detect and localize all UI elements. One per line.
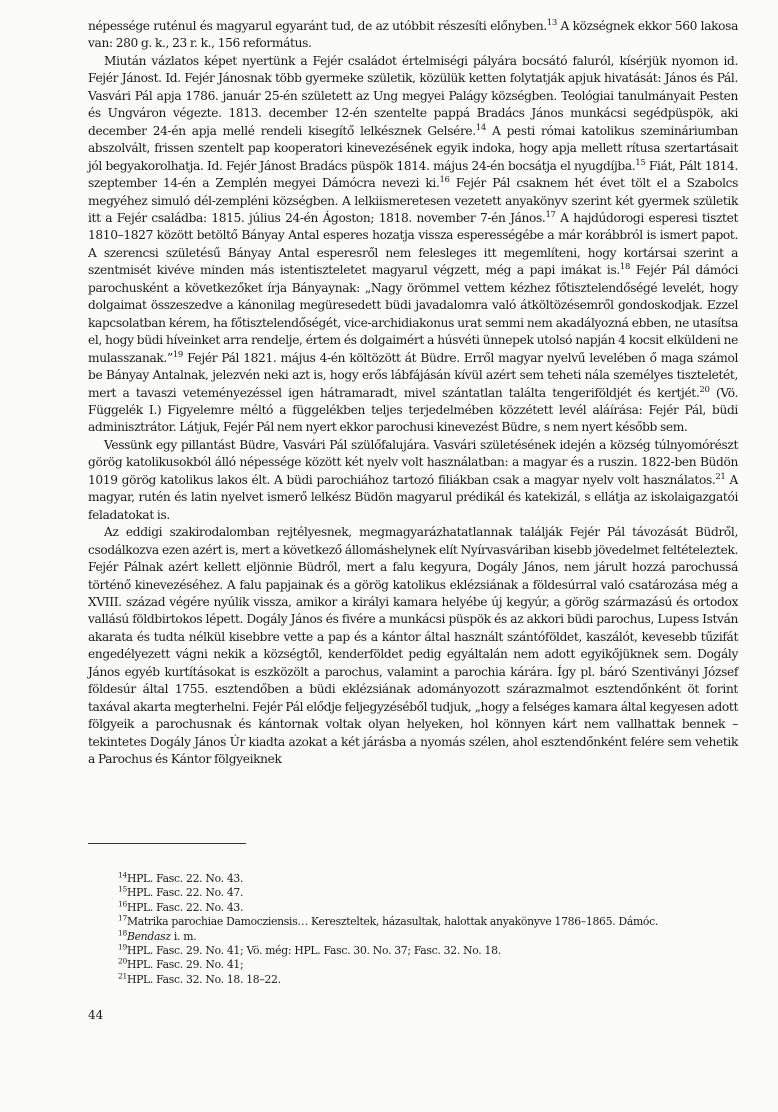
text-run: HPL. Fasc. 32. No. 18. 18–22. <box>126 972 281 986</box>
text-run: (Vö. Függelék I.) Figyelemre méltó a függelékben teljes terjedelmében közzétett levél aláírása: Fejér Pál, büdi adminisztrátor. Látjuk, Fejér Pál nem nyert ekkor parochusi kinevezést Büdre, s nem nyert később sem. <box>88 385 739 435</box>
text-run: Matrika parochiae Damocziensis… Kereszteltek, házasultak, halottak anyakönyve 1786–1865. Dámóc. <box>126 915 658 929</box>
text-run: HPL. Fasc. 29. No. 41; <box>126 958 244 972</box>
footnote-number: 19 <box>118 942 127 952</box>
footnote-reference: 18 <box>619 262 631 273</box>
text-run: Miután vázlatos képet nyertünk a Fejér családot értelmiségi pályára bocsátó faluról, kísérjük nyomon id. Fejér Jánost. Id. Fejér Jánosnak több gyermeke születik, közülük ketten folytatják apjuk hivatását: János és Pál. Vasvári Pál apja 1786. január 25-én született az Ung megyei Palágy községben. Teológiai tanulmányait Pesten és Ungváron végezte. 1813. december 12-én szentelte pappá Bradács János munkácsi segédpüspök, aki december 24-én apja mellé rendeli kisegítő lelkésznek Gelsére. <box>88 53 738 138</box>
footnote-reference: 19 <box>172 349 183 360</box>
footnote-entry <box>118 886 738 900</box>
text-run: Fejér Pál csaknem hét évet tölt el a Szabolcs megyéhez simuló dél-zempléni községben. A lelkiismeretesen vezetett anyakönyv szerint két gyermek születik itt a Fejér családba: 1815. július 24-én Ágoston; 1818. november 7-én János. <box>88 176 739 225</box>
text-run: Fejér Pál dámóci parochusként a következőket írja Bányaynak: „Nagy örömmel vettem kézhez főtisztelendőségé levelét, hogy dolgaimat összeszedve a kánonilag megüresedett büdi javadalomra való átköltözésemről gondoskodjak. Ezzel kapcsolatban kérem, ha főtisztelendőségét, vice-archidiakonus urat semmi nem akadályozná ebben, ne utasítsa el, hogy büdi híveinket arra rendelje, értem és dolgaimért a húsvéti ünnepek utolsó napján 4 kocsit elküldeni ne mulasszanak.” <box>88 263 738 365</box>
paragraph <box>88 524 738 768</box>
text-run: HPL. Fasc. 22. No. 43. <box>126 900 244 914</box>
text-run: Fiát, Pált 1814. szeptember 14-én a Zemplén megyei Dámócra nevezi ki. <box>88 158 738 191</box>
text-run: i. m. <box>170 929 197 943</box>
text-run: népessége ruténul és magyarul egyaránt tud, de az utóbbit részesíti előnyben. <box>88 19 547 33</box>
footnote-number: 20 <box>118 956 127 966</box>
footnote-reference: 15 <box>635 157 646 168</box>
paragraph <box>88 18 738 53</box>
footnote-reference: 13 <box>546 17 557 28</box>
footnote-number: 15 <box>118 884 127 894</box>
footnote-reference: 17 <box>545 209 556 220</box>
footnote-entry <box>118 901 738 915</box>
text-run: HPL. Fasc. 22. No. 47. <box>126 886 244 900</box>
text-run: A községnek ekkor 560 lakosa van: 280 g. k., 23 r. k., 156 református. <box>88 19 738 51</box>
footnote-number: 16 <box>118 899 127 909</box>
footnote-reference: 21 <box>715 471 726 482</box>
footnote-number: 14 <box>118 870 127 880</box>
text-run: A hajdúdorogi esperesi tisztet 1810–1827 között betöltő Bányay Antal esperes hozatja vissza esperességébe a már korábbról is ismert papot. A szerencsi születésű Bányay Antal esperesről nem felesleges itt megemlíteni, hogy kortársai szerint a szentmisét kivéve minden más istentiszteletet magyarul végzett, még a papi imákat is. <box>88 210 738 278</box>
text-run: A pesti római katolikus szemináriumban abszolvált, frissen szentelt pap kooperatori kinevezésének egyik indoka, hogy apja mellett rítusa szertartásait jól begyakorolhatja. Id. Fejér Jánost Bradács püspök 1814. május 24-én bocsátja el nyugdíjba. <box>88 123 738 173</box>
footnote-number: 17 <box>118 913 127 923</box>
footnote-number: 21 <box>118 971 127 981</box>
text-run: Vessünk egy pillantást Büdre, Vasvári Pál szülőfalujára. Vasvári születésének idején a község túlnyomórészt görög katolikusokból álló népessége között két nyelv volt használatban: a magyar és a ruszin. 1822-ben Büdön 1019 görög katolikus lakos élt. A büdi parochiához tartozó filiákban csak a magyar nyelv volt használatos. <box>88 437 738 487</box>
footnote-entry <box>118 915 738 929</box>
text-run: HPL. Fasc. 29. No. 41; Vö. még: HPL. Fasc. 30. No. 37; Fasc. 32. No. 18. <box>126 944 501 958</box>
footnote-reference: 16 <box>439 175 450 186</box>
footnote-entry <box>118 930 738 944</box>
italic-text-run: Bendasz <box>126 929 171 943</box>
footnotes <box>118 872 738 987</box>
text-run: Az eddigi szakirodalomban rejtélyesnek, megmagyarázhatatlannak találják Fejér Pál távozását Büdről, csodálkozva ezen azért is, mert a következő állomáshelynek elít Nyírvasváriban kisebb jövedelmet feltételeztek. Fejér Pálnak azért kellett eljönnie Büdről, mert a falu kegyura, Dogály János, nem járult hozzá parochussá történő kinevezéséhez. A falu papjainak és a görög katolikus eklézsiának a földesúrral való csatározása még a XVIII. század végére nyúlik vissza, amikor a királyi kamara helyébe új kegyúr, a görög származású és ortodox vallású földbirtokos lépett. Dogály János és fivére a munkácsi püspök és az akkori büdi parochus, Lupess István akarata és tudta nélkül kisebbre vette a pap és a kántor által használt szántóföldet, kaszálót, kevesebb tűzifát engedélyezett vágni nekik a községtől, kenderföldet pedig egyáltalán nem adott egyikőjüknek sem. Dogály János egyéb kurtításokat is eszközölt a parochus, valamint a parochia kárára. Így pl. báró Szentiványi József földesúr által 1755. esztendőben a büdi eklézsiának adományozott szárazmalmot esztendőnként öt forint taxával akarta megterhelni. Fejér Pál elődje feljegyzéséből tudjuk, „hogy a felséges kamara által kegyesen adott fölgyeik a parochusnak és kántornak voltak olyan helyeken, hol könnyen kárt nem vallhattak bennek – tekintetes Dogály János Úr kiadta azokat a két járásba a nyomás szélen, ahol esztendőnként felére sem vehetik a Parochus és Kántor fölgyeiknek <box>88 525 738 767</box>
footnote-number: 18 <box>118 928 127 938</box>
footnote-separator <box>88 843 246 844</box>
paragraph <box>88 437 738 524</box>
text-run: HPL. Fasc. 22. No. 43. <box>126 872 244 885</box>
footnote-entry <box>118 872 738 886</box>
footnote-entry <box>118 973 738 987</box>
page-number: 44 <box>88 1008 104 1022</box>
main-text <box>88 18 738 768</box>
footnote-entry <box>118 958 738 972</box>
footnote-reference: 14 <box>475 122 486 133</box>
footnote-entry <box>118 944 738 958</box>
text-run: Fejér Pál 1821. május 4-én költözött át Büdre. Erről magyar nyelvű levelében ő maga számol be Bányay Antalnak, jelezvén neki azt is, hogy erős lábfájásán kívül azért sem teheti nála személyes tiszteletét, mert a tavaszi veteményezéssel igen hátramaradt, mivel szántatlan találta tengeriföldjét és kertjét. <box>88 350 738 400</box>
text-run: A magyar, rutén és latin nyelvet ismerő lelkész Büdön magyarul prédikál és katekizál, s ellátja az iskolaigazgatói feladatokat is. <box>88 472 738 522</box>
footnote-reference: 20 <box>699 384 710 395</box>
paragraph <box>88 53 738 437</box>
